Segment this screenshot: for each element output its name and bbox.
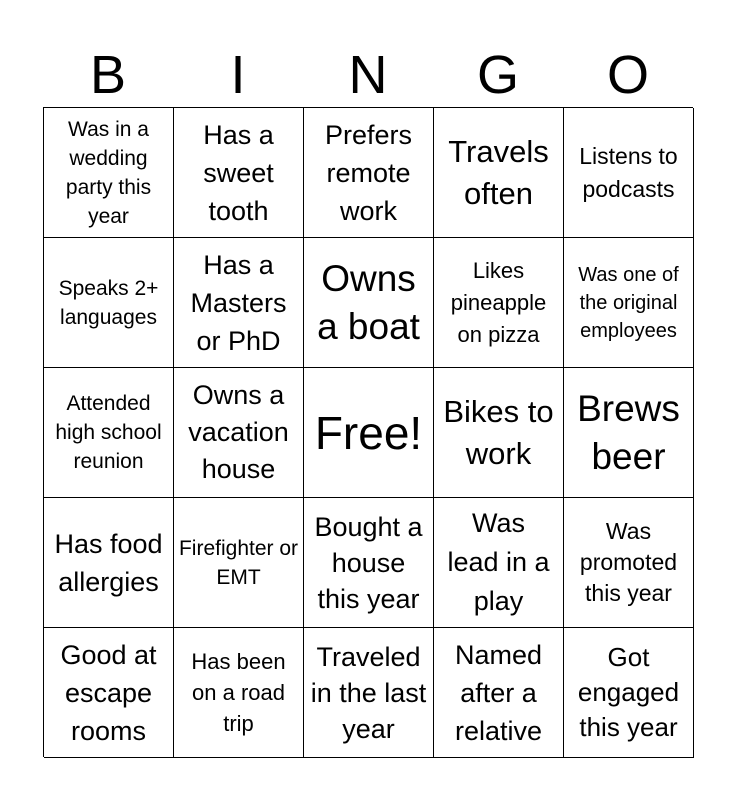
bingo-card-grid — [43, 107, 693, 757]
cell-text: Bought a house this year — [314, 511, 423, 614]
bingo-cell[interactable] — [174, 238, 304, 368]
bingo-cell[interactable] — [44, 238, 174, 368]
bingo-cell[interactable] — [174, 108, 304, 238]
bingo-cell[interactable] — [44, 368, 174, 498]
bingo-cell[interactable] — [174, 498, 304, 628]
cell-text: Was one of the original employees — [578, 263, 679, 342]
header-letter-o: O — [606, 45, 649, 105]
header-letter-g: G — [476, 45, 519, 105]
cell-text: Firefighter or EMT — [178, 536, 299, 589]
bingo-cell[interactable] — [304, 498, 434, 628]
bingo-cell[interactable] — [434, 498, 564, 628]
bingo-cell[interactable] — [564, 368, 694, 498]
cell-text: Travels often — [448, 133, 549, 211]
bingo-cell[interactable] — [564, 628, 694, 758]
bingo-cell[interactable] — [564, 498, 694, 628]
bingo-cell[interactable] — [44, 108, 174, 238]
cell-text: Has a sweet tooth — [203, 119, 274, 226]
cell-text: Brews beer — [577, 387, 680, 477]
cell-text: Attended high school reunion — [55, 392, 162, 473]
cell-text: Named after a relative — [454, 639, 543, 746]
cell-text: Owns a vacation house — [188, 380, 289, 484]
cell-text: Traveled in the last year — [310, 641, 427, 744]
bingo-cell[interactable] — [44, 628, 174, 758]
cell-text: Prefers remote work — [324, 119, 413, 226]
bingo-cell[interactable] — [434, 628, 564, 758]
cell-text: Good at escape rooms — [60, 639, 157, 746]
cell-text: Bikes to work — [443, 393, 554, 471]
cell-text: Free! — [314, 406, 423, 459]
cell-text: Was lead in a play — [447, 508, 550, 616]
bingo-cell[interactable] — [434, 108, 564, 238]
cell-text: Was promoted this year — [579, 518, 678, 606]
cell-text: Has a Masters or PhD — [190, 249, 287, 356]
cell-text: Speaks 2+ languages — [58, 276, 159, 329]
bingo-header — [43, 44, 693, 106]
cell-text: Has food allergies — [54, 528, 163, 597]
bingo-cell[interactable] — [44, 498, 174, 628]
header-letter-i: I — [230, 45, 246, 105]
cell-text: Was in a wedding party this year — [65, 117, 152, 228]
bingo-cell[interactable] — [304, 368, 434, 498]
bingo-cell[interactable] — [304, 238, 434, 368]
cell-text: Has been on a road trip — [191, 649, 286, 736]
bingo-cell[interactable] — [174, 368, 304, 498]
bingo-cell[interactable] — [304, 628, 434, 758]
bingo-cell[interactable] — [304, 108, 434, 238]
bingo-cell[interactable] — [434, 238, 564, 368]
bingo-cell[interactable] — [564, 238, 694, 368]
cell-text: Likes pineapple on pizza — [450, 257, 547, 347]
bingo-cell[interactable] — [564, 108, 694, 238]
cell-text: Owns a boat — [317, 257, 420, 347]
bingo-cell[interactable] — [434, 368, 564, 498]
cell-text: Got engaged this year — [577, 642, 680, 742]
cell-text: Listens to podcasts — [579, 142, 678, 202]
header-letter-b: B — [89, 45, 127, 105]
header-letter-n: N — [348, 45, 388, 105]
bingo-cell[interactable] — [174, 628, 304, 758]
